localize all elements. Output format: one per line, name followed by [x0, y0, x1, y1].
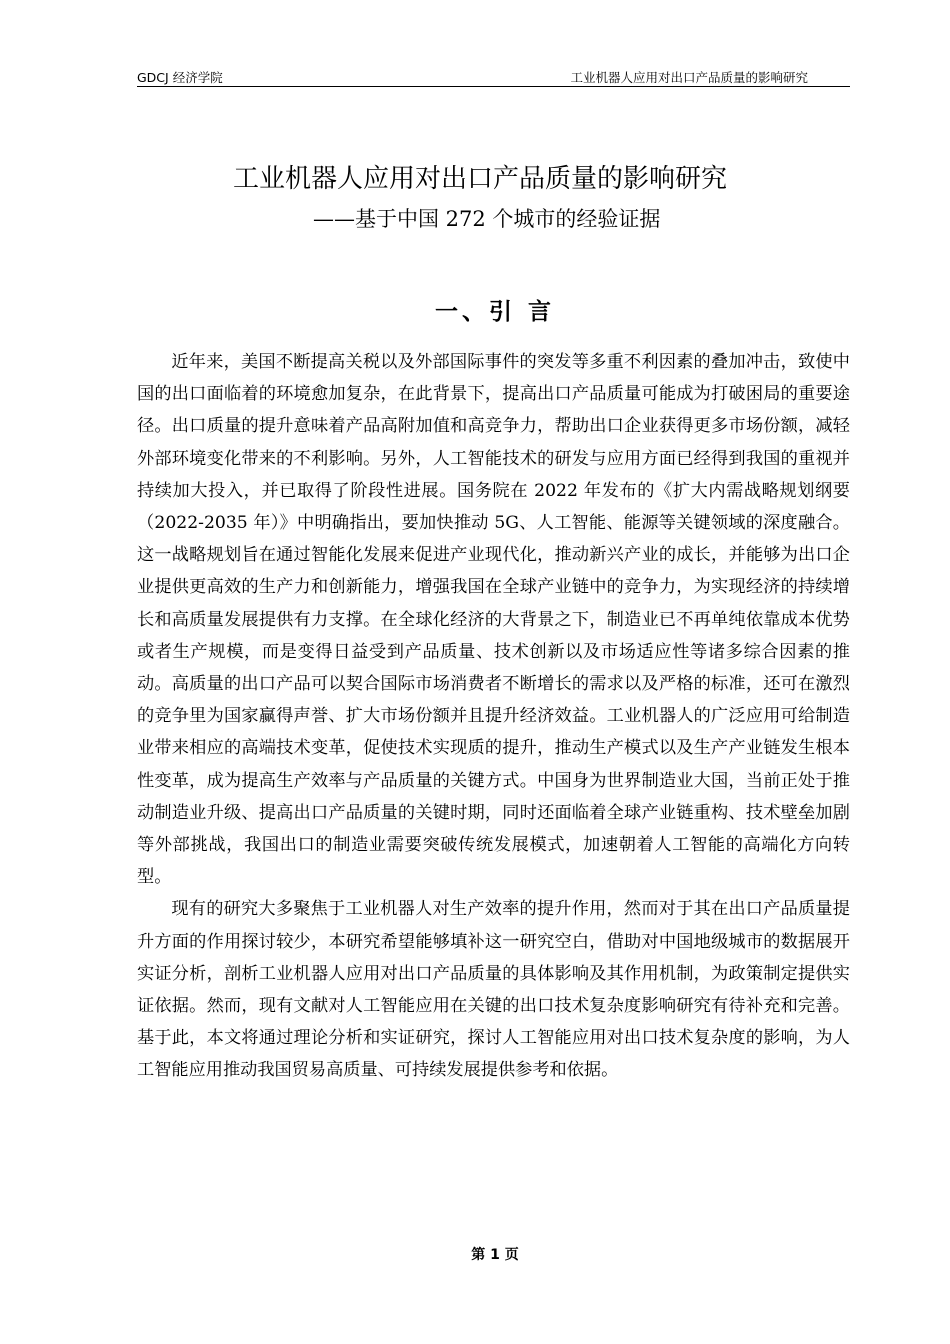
paper-subtitle: ——基于中国 272 个城市的经验证据 [313, 207, 661, 231]
paper-title: 工业机器人应用对出口产品质量的影响研究 [232, 164, 727, 194]
paragraph-2: 现有的研究大多聚焦于工业机器人对生产效率的提升作用，然而对于其在出口产品质量提升方面的作用探讨较少，本研究希望能够填补这一研究空白，借助对中国地级城市的数据展开实证分析，剖析工业机器人应用对出口产品质量的具体影响及其作用机制，为政策制定提供实证依据。然而，现有文献对人工智能应用在关键的出口技术复杂度影响研究有待补充和完善。基于此，本文将通过理论分析和实证研究，探讨人工智能应用对出口技术复杂度的影响，为人工智能应用推动我国贸易高质量、可持续发展提供参考和依据。 [137, 899, 850, 1081]
header-school: GDCJ 经济学院 [137, 70, 223, 85]
running-header [137, 68, 850, 87]
section-heading-introduction: 一、引 言 [434, 299, 555, 325]
page-number: 第 1 页 [471, 1247, 519, 1263]
header-paper-title: 工业机器人应用对出口产品质量的影响研究 [570, 70, 808, 85]
paragraph-1: 近年来，美国不断提高关税以及外部国际事件的突发等多重不利因素的叠加冲击，致使中国的出口面临着的环境愈加复杂，在此背景下，提高出口产品质量可能成为打破困局的重要途径。出口质量的提升意味着产品高附加值和高竞争力，帮助出口企业获得更多市场份额，减轻外部环境变化带来的不利影响。另外，人工智能技术的研发与应用方面已经得到我国的重视并持续加大投入，并已取得了阶段性进展。国务院在 2022 年发布的《扩大内需战略规划纲要（2022-2035 年）》中明确指出，要加快推动 5G、人工智能、能源等关键领域的深度融合。这一战略规划旨在通过智能化发展来促进产业现代化，推动新兴产业的成长，并能够为出口企业提供更高效的生产力和创新能力，增强我国在全球产业链中的竞争力，为实现经济的持续增长和高质量发展提供有力支撑。在全球化经济的大背景之下，制造业已不再单纯依靠成本优势或者生产规模，而是变得日益受到产品质量、技术创新以及市场适应性等诸多综合因素的推动。高质量的出口产品可以契合国际市场消费者不断增长的需求以及严格的标准，还可在激烈的竞争里为国家赢得声誉、扩大市场份额并且提升经济效益。工业机器人的广泛应用可给制造业带来相应的高端技术变革，促使技术实现质的提升，推动生产模式以及生产产业链发生根本性变革，成为提高生产效率与产品质量的关键方式。中国身为世界制造业大国，当前正处于推动制造业升级、提高出口产品质量的关键时期，同时还面临着全球产业链重构、技术壁垒加剧等外部挑战，我国出口的制造业需要突破传统发展模式，加速朝着人工智能的高端化方向转型。 [137, 352, 850, 888]
body-text [137, 346, 850, 1087]
